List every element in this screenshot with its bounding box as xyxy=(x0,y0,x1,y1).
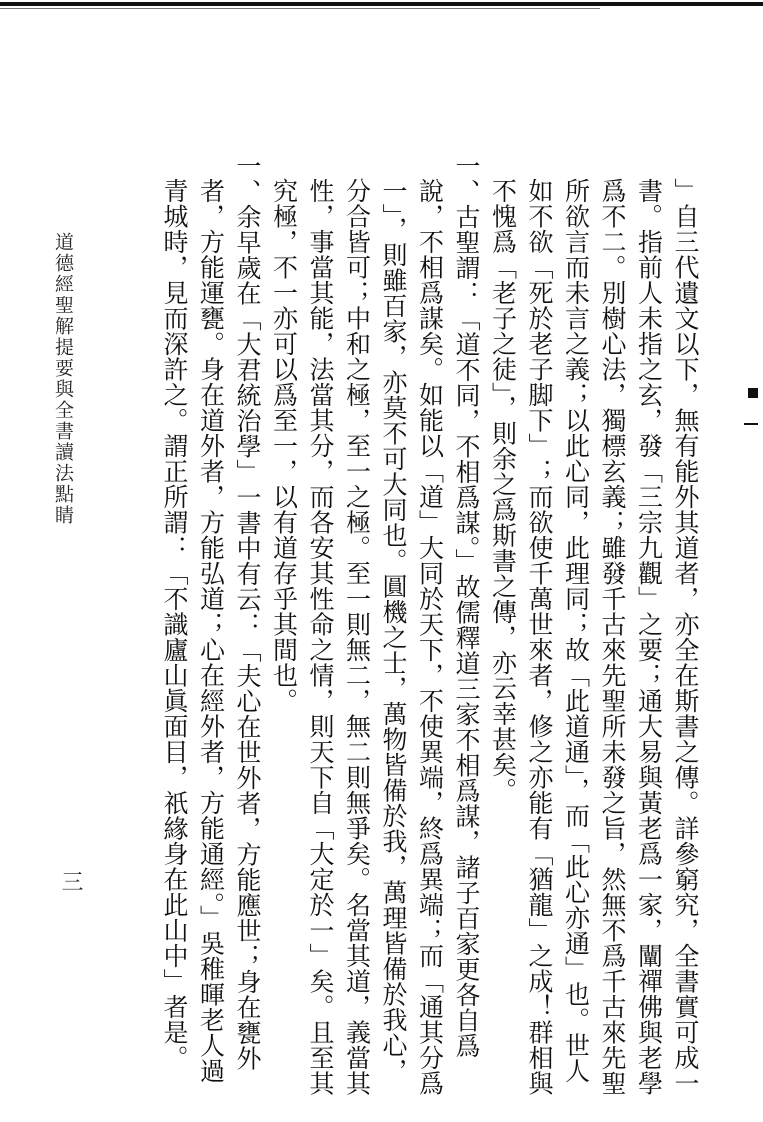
running-header: 道德經聖解提要與全書讀法點睛 xyxy=(52,232,74,526)
body-text xyxy=(156,153,704,1098)
paragraph-1: 」自三代遺文以下，無有能外其道者，亦全在斯書之傳。詳參窮究，全書實可成一書。指前人未指之玄，發「三宗九觀」之要；通大易與黃老爲一家，闡禪佛與老學爲不二。別樹心法，獨標玄義；雖發千古來先聖所未發之旨，然無不爲千古來先聖所欲言而未言之義；以此心同，此理同；故「此道通」，而「此心亦通」也。世人如不欲「死於老子脚下」；而欲使千萬世來者，修之亦能有「猶龍」之成！群相與不愧爲「老子之徒」，則余之爲斯書之傳，亦云幸甚矣。 xyxy=(488,178,700,1096)
page-number: 三 xyxy=(58,870,83,892)
top-rule xyxy=(0,2,763,6)
top-rule-thin xyxy=(0,8,600,9)
paragraph-3: 一、余早歲在「大君統治學」一書中有云：「夫心在世外者，方能應世；身在甕外者，方能運甕。身在道外者，方能弘道；心在經外者，方能通經。」吳稚暉老人過青城時，見而深許之。謂正所謂：「不識廬山眞面目，祇緣身在此山中」者是。 xyxy=(160,153,262,1084)
paragraph-2: 一、古聖謂：「道不同，不相爲謀。」故儒釋道三家不相爲謀，諸子百家更各自爲說，不相爲謀矣。如能以「道」大同於天下，不使異端，終爲異端；而「通其分爲一」，則雖百家，亦莫不可大同也。圓機之士，萬物皆備於我，萬理皆備於我心，分合皆可；中和之極，至一之極。至一則無二，無二則無爭矣。名當其道，義當其性，事當其能，法當其分，而各安其性命之情，則天下自「大定於一」矣。且至其究極，不一亦可以爲至一，以有道存乎其間也。 xyxy=(269,153,481,1096)
edge-mark xyxy=(748,388,758,398)
edge-mark xyxy=(744,423,758,425)
